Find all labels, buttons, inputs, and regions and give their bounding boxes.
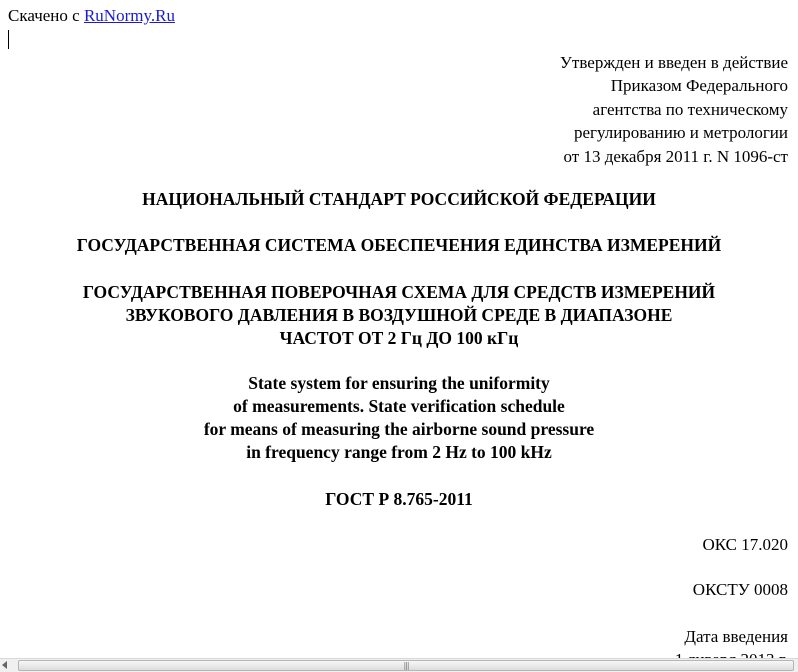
- schedule-title: [0, 281, 798, 350]
- scroll-left-arrow-icon[interactable]: [2, 661, 7, 669]
- horizontal-scrollbar[interactable]: [0, 658, 798, 672]
- english-line: in frequency range from 2 Hz to 100 kHz: [246, 442, 552, 462]
- state-system-title: [0, 234, 798, 257]
- source-link[interactable]: RuNormy.Ru: [83, 6, 175, 25]
- source-line: [8, 6, 175, 26]
- schedule-line: ЧАСТОТ ОТ 2 Гц ДО 100 кГц: [279, 328, 519, 348]
- intro-date-label: Дата введения: [684, 627, 788, 646]
- english-line: for means of measuring the airborne sound pressure: [203, 419, 595, 439]
- schedule-line: ГОСУДАРСТВЕННАЯ ПОВЕРОЧНАЯ СХЕМА ДЛЯ СРЕДСТВ ИЗМЕРЕНИЙ: [82, 282, 716, 302]
- text-caret: [8, 30, 9, 49]
- english-line: of measurements. State verification schedule: [233, 396, 565, 416]
- english-title: [0, 372, 798, 464]
- approval-line: от 13 декабря 2011 г. N 1096-ст: [563, 146, 788, 166]
- scrollbar-thumb[interactable]: [18, 660, 794, 671]
- gost-number-text: ГОСТ Р 8.765-2011: [325, 489, 473, 509]
- okstu-code: ОКСТУ 0008: [692, 580, 788, 599]
- oks-code: ОКС 17.020: [702, 535, 788, 554]
- approval-line: агентства по техническому: [592, 99, 788, 119]
- english-line: State system for ensuring the uniformity: [248, 373, 550, 393]
- schedule-line: ЗВУКОВОГО ДАВЛЕНИЯ В ВОЗДУШНОЙ СРЕДЕ В ДИАПАЗОНЕ: [125, 305, 673, 325]
- approval-line: Приказом Федерального: [610, 76, 788, 96]
- grip-icon: |||: [403, 661, 409, 670]
- approval-block: [560, 51, 788, 168]
- approval-line: регулированию и метрологии: [573, 123, 788, 143]
- downloaded-prefix: Скачено с: [8, 6, 84, 25]
- national-standard-text: НАЦИОНАЛЬНЫЙ СТАНДАРТ РОССИЙСКОЙ ФЕДЕРАЦИИ: [142, 189, 656, 209]
- approval-line: Утвержден и введен в действие: [559, 53, 788, 72]
- state-system-text: ГОСУДАРСТВЕННАЯ СИСТЕМА ОБЕСПЕЧЕНИЯ ЕДИНСТВА ИЗМЕРЕНИЙ: [76, 235, 722, 255]
- national-standard-title: [0, 188, 798, 211]
- gost-number: [0, 488, 798, 511]
